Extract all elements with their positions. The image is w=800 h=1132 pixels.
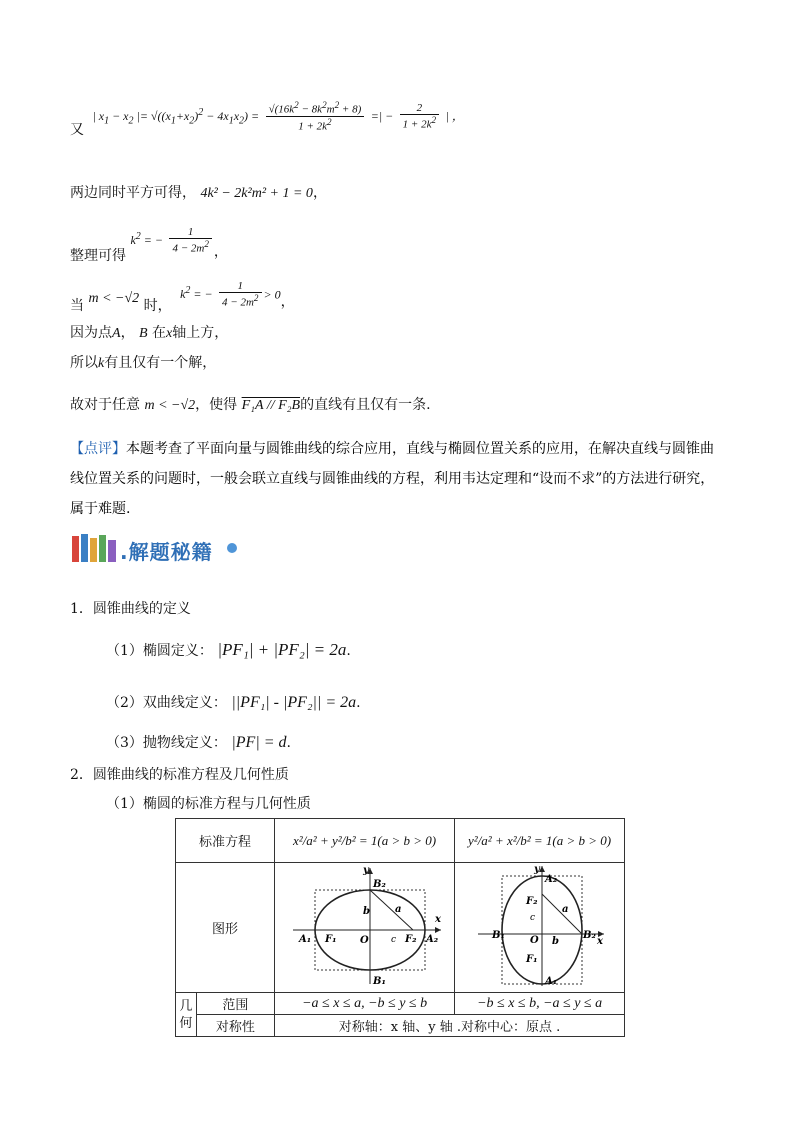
vertical-range: −b ≤ x ≤ b, −a ≤ y ≤ a (455, 993, 625, 1015)
svg-text:y: y (362, 864, 369, 876)
books-icon (70, 532, 124, 566)
two-fraction: $\frac{2}{1 + 2k^2}$ (400, 102, 439, 131)
hyperbola-definition: （2）双曲线定义： ||PF₁| - |PF₂|| = 2a. (106, 694, 361, 711)
comment-block: 【点评】本题考查了平面向量与圆锥曲线的综合应用，直线与椭圆位置关系的应用，在解决直线与圆锥曲 线位置关系的问题时，一般会联立直线与圆锥曲线的方程，利用韦达定理和“设而不求”的方法进行研究， 属于难题. (70, 441, 715, 517)
vertical-ellipse-figure (455, 863, 625, 993)
svg-text:c: c (390, 934, 396, 945)
svg-text:F₁: F₁ (525, 953, 538, 965)
svg-text:F₁: F₁ (324, 933, 337, 945)
horizontal-ellipse-diagram (285, 864, 445, 988)
svg-text:b: b (362, 905, 370, 917)
ellipse-definition: （1）椭圆定义： |PF₁| + |PF₂| = 2a. (106, 640, 351, 659)
unique-solution-line: 所以k有且仅有一个解， (70, 355, 217, 371)
k2-fraction: $\frac{1}{4 - 2m^2}$ (169, 226, 211, 255)
svg-text:a: a (561, 903, 569, 915)
condition-m: m < −√2 (88, 291, 140, 307)
banner-title: .解题秘籍 (120, 540, 213, 564)
symmetry-label: 对称性 (196, 1015, 274, 1037)
horizontal-ellipse-figure (275, 863, 455, 993)
you-label: 又 (70, 122, 84, 139)
parabola-definition: （3）抛物线定义： |PF| = d. (106, 734, 291, 751)
svg-text:O: O (359, 934, 369, 946)
svg-text:y: y (533, 863, 540, 875)
svg-text:F₂: F₂ (404, 933, 417, 945)
section2-title: 2．圆锥曲线的标准方程及几何性质 (70, 767, 289, 783)
svg-text:B₁: B₁ (372, 975, 386, 987)
svg-text:A₂: A₂ (544, 873, 557, 885)
svg-text:A₂: A₂ (425, 933, 438, 945)
section1-title: 1．圆锥曲线的定义 (70, 601, 191, 617)
k2-positive-fraction: $\frac{1}{4 - 2m^2}$ (219, 280, 261, 309)
abs-diff-expr: | $x_1 - x_2$ |= $√((x_1+x_2)^2 - 4x_1x_2)$ = (92, 107, 260, 127)
range-label: 范围 (196, 993, 274, 1015)
tidy-text: 整理可得 (70, 248, 126, 265)
square-text: 两边同时平方可得， (70, 185, 196, 201)
figure-label: 图形 (176, 863, 275, 993)
svg-text:b: b (551, 935, 559, 947)
comment-tag: 【点评】 (70, 441, 126, 457)
svg-text:B₂: B₂ (372, 878, 386, 890)
svg-text:B₁: B₁ (491, 929, 505, 941)
geometry-side-label: 几 何 (176, 993, 197, 1037)
section2-subtitle: （1）椭圆的标准方程与几何性质 (106, 796, 311, 812)
ellipse-properties-table (175, 818, 625, 1037)
square-line: 两边同时平方可得， 4k² − 2k²m² + 1 = 0， (70, 185, 327, 201)
tips-banner (70, 528, 270, 568)
svg-text:c: c (529, 912, 535, 923)
svg-text:A₁: A₁ (298, 933, 311, 945)
svg-text:x: x (434, 913, 441, 925)
std-eq-label: 标准方程 (176, 819, 275, 863)
banner-dot (227, 543, 237, 553)
svg-text:B₂: B₂ (582, 929, 596, 941)
svg-text:a: a (394, 903, 402, 915)
horizontal-range: −a ≤ x ≤ a, −b ≤ y ≤ b (275, 993, 455, 1015)
symmetry-value: 对称轴：x 轴、y 轴 .对称中心：原点 . (275, 1015, 625, 1037)
points-line: 因为点A， B 在x轴上方， (70, 325, 229, 341)
tidy-line: 整理可得 $k^2$ = − $\frac{1}{4 - 2m^2}$ ， (70, 226, 228, 265)
vector-expr: F₁A // F₂B (241, 398, 301, 413)
conclusion-line: 故对于任意 m < −√2，使得 F₁A // F₂B的直线有且仅有一条. (70, 397, 431, 413)
svg-text:A₁: A₁ (544, 975, 557, 987)
vertical-ellipse-equation: y²/a² + x²/b² = 1(a > b > 0) (455, 819, 625, 863)
svg-text:F₂: F₂ (525, 895, 538, 907)
svg-text:x: x (596, 935, 603, 947)
vertical-ellipse-diagram (470, 864, 610, 988)
radical-fraction: $\frac{√(16k^2 - 8k^2m^2 + 8)}{1 + 2k^2}$ (266, 100, 365, 132)
svg-text:O: O (529, 934, 539, 946)
horizontal-ellipse-equation: x²/a² + y²/b² = 1(a > b > 0) (275, 819, 455, 863)
square-equation: 4k² − 2k²m² + 1 = 0 (200, 186, 313, 201)
distance-equation-line: 又 | $x_1 - x_2$ |= $√((x_1+x_2)^2 - 4x_1x_2)$ = $\frac{√(16k^2 - 8k^2m^2 + 8)}{1 + 2k^2}$ =| − $\frac{2}{1 + 2k^2}$ | ， (70, 100, 464, 139)
condition-line: 当 m < −√2 时， $k^2$ = − $\frac{1}{4 - 2m^2}$ > 0， (70, 280, 295, 315)
